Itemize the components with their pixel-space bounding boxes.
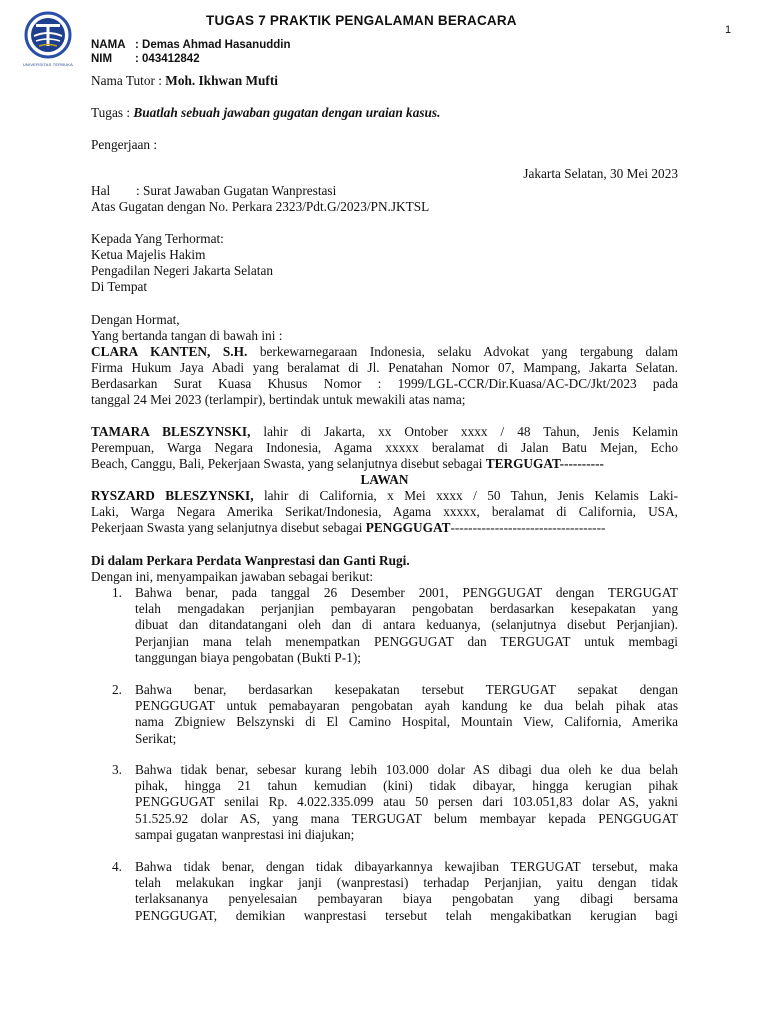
advokat-line-3: Berdasarkan Surat Kuasa Khusus Nomor : 1999/LGL-CCR/Dir.Kuasa/AC-DC/Jkt/2023 pada — [91, 376, 678, 391]
salam: Dengan Hormat, — [91, 312, 180, 327]
nim-value: : 043412842 — [135, 53, 200, 65]
answer-point-line: telah mengadakan perjanjian pembayaran pengobatan berdasarkan kesepakatan yang — [135, 601, 678, 617]
answer-point-line: Serikat; — [135, 730, 177, 746]
hal-value: : Surat Jawaban Gugatan Wanprestasi — [136, 183, 337, 198]
tergugat-line-1 — [91, 424, 678, 440]
university-logo — [20, 10, 76, 68]
tutor-name: Moh. Ikhwan Mufti — [165, 73, 278, 88]
advokat-name: CLARA KANTEN, S.H. — [91, 344, 248, 359]
answer-point-line: tanggungan biaya pengobatan (Bukti P-1); — [135, 649, 361, 665]
kepada-line-2: Ketua Majelis Hakim — [91, 247, 206, 262]
penggugat-line-2: Laki, Warga Negara Amerika Serikat/Indonesia, Agama xxxxx, beralamat di California, USA, — [91, 504, 678, 519]
jawaban-intro: Dengan ini, menyampaikan jawaban sebagai berikut: — [91, 569, 374, 584]
answer-point-text — [135, 585, 678, 666]
answer-point — [114, 585, 678, 666]
penggugat-text-3: Pekerjaan Swasta yang selanjutnya disebut sebagai — [91, 520, 366, 535]
tergugat-role: TERGUGAT---------- — [485, 456, 604, 471]
answer-point-line: Bahwa benar, pada tanggal 26 Desember 2001, PENGGUGAT dengan TERGUGAT — [135, 585, 678, 600]
answer-point-line: Perjanjian mana telah menempatkan PENGGUGAT dan TERGUGAT untuk membagi — [135, 633, 678, 649]
penggugat-line-3 — [91, 520, 678, 536]
answer-point-line: Bahwa tidak benar, sebesar kurang lebih 103.000 dolar AS dibagi dua oleh ke dua belah — [135, 762, 678, 777]
lawan-text: LAWAN — [360, 472, 409, 487]
tergugat-text-3: Beach, Canggu, Bali, Pekerjaan Swasta, yang selanjutnya disebut sebagai — [91, 456, 486, 471]
answer-point-line: dibuat dan ditandatangani oleh dan di antara keduanya, (selanjutnya disebut Perjanjian). — [135, 617, 678, 633]
answer-point-number: 1. — [112, 585, 122, 600]
university-emblem-icon — [20, 10, 76, 68]
penggugat-dash: ----------------------------------- — [450, 520, 606, 535]
document-title: TUGAS 7 PRAKTIK PENGALAMAN BERACARA — [206, 13, 517, 28]
tugas-text: Buatlah sebuah jawaban gugatan dengan uraian kasus. — [133, 105, 441, 120]
nim-label: NIM — [91, 53, 113, 65]
student-nim-row — [91, 53, 200, 65]
tergugat-name: TAMARA BLESZYNSKI, — [91, 424, 251, 439]
penggugat-name: RYSZARD BLESZYNSKI, — [91, 488, 254, 503]
answer-point — [114, 859, 678, 924]
answer-point — [114, 762, 678, 843]
answer-point-line: nama Zbigniew Belszynski di El Camino Hospital, Mountain View, California, Amerika — [135, 714, 678, 730]
answer-point-number: 2. — [112, 682, 122, 697]
lawan-heading — [91, 472, 678, 488]
advokat-line-1 — [91, 344, 678, 360]
tergugat-line-3 — [91, 456, 678, 472]
penggugat-line-1 — [91, 488, 678, 504]
hal-line — [91, 183, 678, 199]
logo-caption: UNIVERSITAS TERBUKA — [22, 62, 74, 67]
nama-label: NAMA — [91, 39, 126, 51]
atas-gugatan: Atas Gugatan dengan No. Perkara 2323/Pdt.G/2023/PN.JKTSL — [91, 199, 430, 214]
answer-point-line: pihak, hingga 21 tahun kemudian (kini) tidak dibayar, hingga kerugian pihak — [135, 778, 678, 794]
answer-point-line: telah melakukan ingkar janji (wanprestasi) terhadap Perjanjian, yaitu dengan tidak — [135, 875, 678, 891]
hal-label: Hal — [91, 183, 111, 198]
nama-value: : Demas Ahmad Hasanuddin — [135, 39, 291, 51]
answer-point-number: 4. — [112, 859, 122, 874]
kepada-line-1: Kepada Yang Terhormat: — [91, 231, 224, 246]
student-name-row — [91, 39, 291, 51]
penggugat-text-1: lahir di California, x Mei xxxx / 50 Tahun, Jenis Kelamis Laki- — [253, 488, 678, 503]
answer-point-line: Bahwa tidak benar, dengan tidak dibayarkannya kewajiban TERGUGAT tersebut, maka — [135, 859, 678, 874]
penggugat-role: PENGGUGAT — [365, 520, 451, 535]
answer-point-line: PENGGUGAT senilai Rp. 4.022.335.099 atau 50 persen dari 103.051,83 dolar AS, yakni — [135, 794, 678, 810]
answer-point-number: 3. — [112, 762, 122, 777]
answer-point-line: PENGGUGAT, demikian wanprestasi tersebut telah mengakibatkan kerugian bagi — [135, 907, 678, 923]
answer-point — [114, 682, 678, 747]
advokat-line-4: tanggal 24 Mei 2023 (terlampir), bertindak untuk mewakili atas nama; — [91, 392, 466, 407]
tutor-label: Nama Tutor : — [91, 73, 162, 88]
page-number: 1 — [725, 24, 732, 36]
bertanda-tangan: Yang bertanda tangan di bawah ini : — [91, 328, 283, 343]
answer-point-line: sampai gugatan wanprestasi ini diajukan; — [135, 826, 355, 842]
answer-point-text — [135, 762, 678, 843]
kepada-line-3: Pengadilan Negeri Jakarta Selatan — [91, 263, 274, 278]
tugas-label: Tugas : — [91, 105, 131, 120]
answer-point-line: Bahwa benar, berdasarkan kesepakatan tersebut TERGUGAT sepakat dengan — [135, 682, 678, 697]
tutor-line — [91, 73, 678, 89]
kepada-line-4: Di Tempat — [91, 279, 148, 294]
answer-point-line: PENGGUGAT untuk pemabayaran pengobatan ayah kandung ke dua belah pihak atas — [135, 698, 678, 714]
tugas-line — [91, 105, 678, 121]
answer-point-line: 51.525.92 dolar AS, yang mana TERGUGAT belum membayar kepada PENGGUGAT — [135, 810, 678, 826]
advokat-text-1: berkewarnegaraan Indonesia, selaku Advokat yang tergabung dalam — [247, 344, 678, 359]
answer-point-text — [135, 859, 678, 924]
tergugat-text-1: lahir di Jakarta, xx Ontober xxxx / 48 Tahun, Jenis Kelamin — [250, 424, 678, 439]
tergugat-line-2: Perempuan, Warga Negara Indonesia, Agama xxxxx beralamat di Jalan Batu Mejan, Echo — [91, 440, 678, 455]
place-date: Jakarta Selatan, 30 Mei 2023 — [523, 166, 678, 181]
answer-point-text — [135, 682, 678, 747]
advokat-line-2: Firma Hukum Jaya Abadi yang beralamat di Jl. Penatahan Nomor 07, Mampang, Jakarta Selatan. — [91, 360, 678, 375]
pengerjaan-label: Pengerjaan : — [91, 137, 158, 152]
perkara-text: Di dalam Perkara Perdata Wanprestasi dan Ganti Rugi. — [91, 553, 410, 568]
perkara-heading — [91, 553, 678, 569]
answer-point-line: terlaksananya penyelesaian pembayaran biaya pengobatan yang dibagi bersama — [135, 891, 678, 907]
